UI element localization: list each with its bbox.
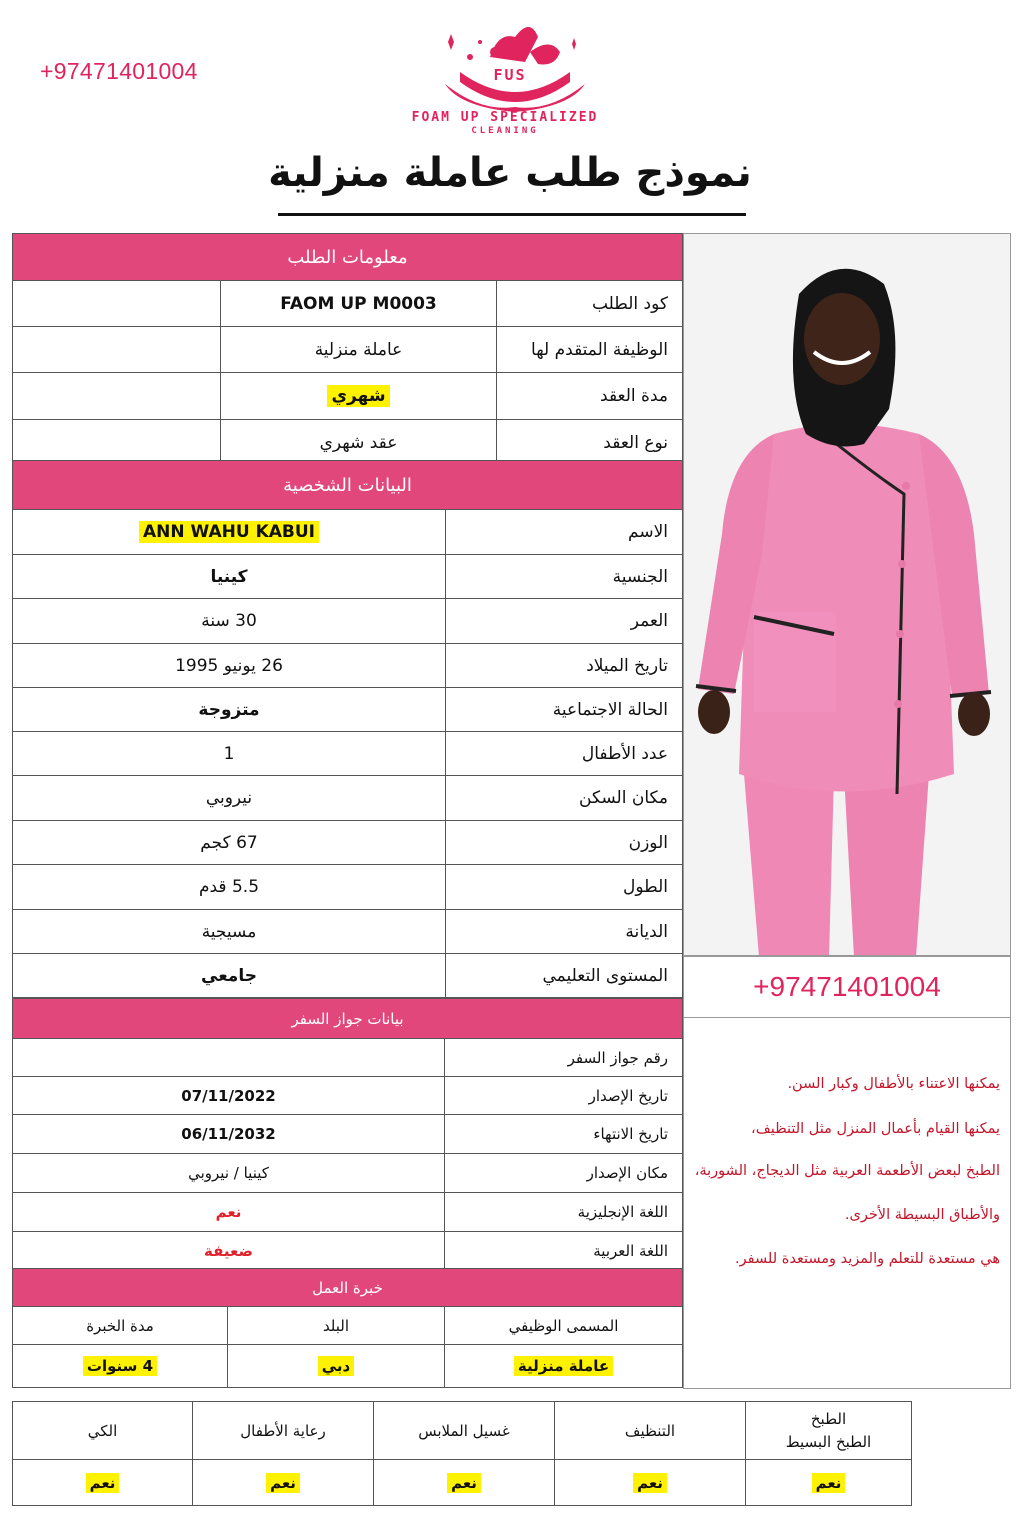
children-value: 1 <box>13 732 446 776</box>
name-label: الاسم <box>446 510 683 555</box>
skill-cooking-header <box>746 1402 912 1460</box>
notes-box <box>683 1017 1011 1389</box>
country-header: البلد <box>228 1307 445 1345</box>
position-label: الوظيفة المتقدم لها <box>497 327 683 373</box>
weight-value: 67 كجم <box>13 821 446 865</box>
logo-initials: FUS <box>493 66 527 84</box>
empty-cell <box>13 420 221 466</box>
marital-status-value: متزوجة <box>13 688 446 732</box>
side-phone: +97471401004 <box>753 971 941 1002</box>
cooking-title: الطبخ <box>810 1410 847 1428</box>
age-label: العمر <box>446 599 683 644</box>
logo-line2: CLEANING <box>471 126 539 136</box>
english-label: اللغة الإنجليزية <box>445 1193 683 1232</box>
residence-label: مكان السكن <box>446 776 683 821</box>
skills-table <box>12 1401 912 1506</box>
note-line: والأطباق البسيطة الأخرى. <box>844 1207 1000 1223</box>
skill-laundry-answer: نعم <box>447 1473 481 1493</box>
name-value: ANN WAHU KABUI <box>139 521 319 543</box>
nationality-value: كينيا <box>13 555 446 599</box>
note-line: يمكنها القيام بأعمال المنزل مثل التنظيف، <box>751 1121 1000 1137</box>
passport-heading: بيانات جواز السفر <box>13 999 683 1039</box>
nationality-label: الجنسية <box>446 555 683 599</box>
arabic-label: اللغة العربية <box>445 1232 683 1270</box>
education-label: المستوى التعليمي <box>446 954 683 998</box>
job-title-value: عاملة منزلية <box>514 1356 613 1376</box>
birthdate-label: تاريخ الميلاد <box>446 644 683 688</box>
page-title: نموذج طلب عاملة منزلية <box>268 150 752 196</box>
education-value: جامعي <box>13 954 446 998</box>
religion-value: مسيجية <box>13 910 446 954</box>
title-underline <box>278 213 746 216</box>
skill-childcare-answer: نعم <box>266 1473 300 1493</box>
request-code-value: FAOM UP M0003 <box>221 281 497 327</box>
note-line: هي مستعدة للتعلم والمزيد ومستعدة للسفر. <box>735 1251 1000 1267</box>
personal-info-heading: البيانات الشخصية <box>13 461 683 510</box>
issue-date-value: 07/11/2022 <box>13 1077 445 1115</box>
birthdate-value: 26 يونيو 1995 <box>13 644 446 688</box>
skill-cooking-answer: نعم <box>812 1473 846 1493</box>
position-value: عاملة منزلية <box>221 327 497 373</box>
empty-cell <box>13 327 221 373</box>
cooking-subtitle: الطبخ البسيط <box>785 1432 872 1451</box>
skill-cleaning-header: التنظيف <box>555 1402 746 1460</box>
empty-cell <box>13 373 221 420</box>
candidate-photo <box>683 233 1011 956</box>
request-code-label: كود الطلب <box>497 281 683 327</box>
children-label: عدد الأطفال <box>446 732 683 776</box>
side-phone-box <box>683 956 1011 1018</box>
contract-type-value: عقد شهري <box>221 420 497 466</box>
issue-place-label: مكان الإصدار <box>445 1154 683 1193</box>
contract-duration-label: مدة العقد <box>497 373 683 420</box>
skill-laundry-header: غسيل الملابس <box>374 1402 555 1460</box>
request-info-table <box>12 233 683 466</box>
request-info-heading: معلومات الطلب <box>13 234 683 281</box>
logo-line1: FOAM UP SPECIALIZED <box>411 110 599 125</box>
passport-info-table <box>12 998 683 1270</box>
passport-number-value <box>13 1039 445 1077</box>
skill-ironing-header: الكي <box>13 1402 193 1460</box>
height-value: 5.5 قدم <box>13 865 446 910</box>
contract-duration-value: شهري <box>327 385 389 407</box>
personal-info-table <box>12 460 683 998</box>
age-value: 30 سنة <box>13 599 446 644</box>
expiry-date-value: 06/11/2032 <box>13 1115 445 1154</box>
job-title-header: المسمى الوظيفي <box>445 1307 683 1345</box>
issue-place-value: كينيا / نيروبي <box>13 1154 445 1193</box>
height-label: الطول <box>446 865 683 910</box>
skill-ironing-answer: نعم <box>86 1473 120 1493</box>
weight-label: الوزن <box>446 821 683 865</box>
contract-type-label: نوع العقد <box>497 420 683 466</box>
arabic-value: ضعيفة <box>13 1232 445 1270</box>
country-value: دبي <box>318 1356 355 1376</box>
empty-cell <box>13 281 221 327</box>
skill-cleaning-answer: نعم <box>633 1473 667 1493</box>
header-phone: +97471401004 <box>40 58 198 84</box>
duration-value: 4 سنوات <box>83 1356 157 1376</box>
skill-childcare-header: رعاية الأطفال <box>193 1402 374 1460</box>
english-value: نعم <box>13 1193 445 1232</box>
issue-date-label: تاريخ الإصدار <box>445 1077 683 1115</box>
expiry-date-label: تاريخ الانتهاء <box>445 1115 683 1154</box>
experience-table <box>12 1268 683 1388</box>
residence-value: نيروبي <box>13 776 446 821</box>
passport-number-label: رقم جواز السفر <box>445 1039 683 1077</box>
experience-heading: خبرة العمل <box>13 1269 683 1307</box>
religion-label: الديانة <box>446 910 683 954</box>
note-line: الطبخ لبعض الأطعمة العربية مثل الديجاج، الشوربة، <box>694 1163 1000 1179</box>
marital-status-label: الحالة الاجتماعية <box>446 688 683 732</box>
duration-header: مدة الخبرة <box>13 1307 228 1345</box>
note-line: يمكنها الاعتناء بالأطفال وكبار السن. <box>787 1076 1000 1092</box>
